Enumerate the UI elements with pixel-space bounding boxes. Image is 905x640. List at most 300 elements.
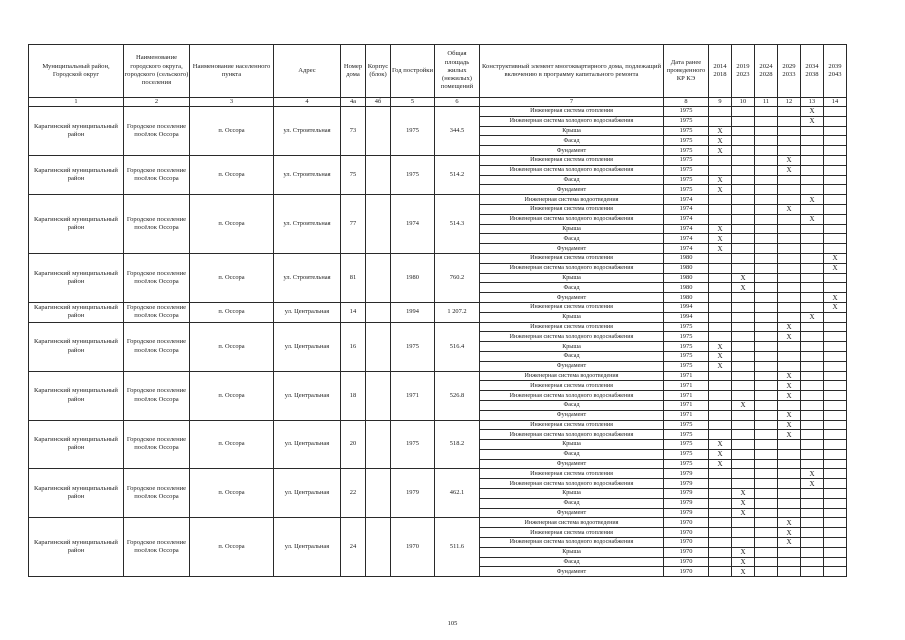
period-mark-cell — [778, 273, 801, 283]
period-mark-cell: X — [709, 440, 732, 450]
prior-repair-date-cell: 1975 — [664, 440, 709, 450]
area-cell: 1 207.2 — [435, 302, 480, 322]
period-mark-cell — [824, 567, 847, 577]
element-cell: Крыша — [480, 224, 664, 234]
period-mark-cell — [709, 263, 732, 273]
element-cell: Инженерная система водоотведения — [480, 518, 664, 528]
area-cell: 511.6 — [435, 518, 480, 577]
column-number: 11 — [755, 98, 778, 107]
period-mark-cell — [824, 126, 847, 136]
period-mark-cell — [778, 175, 801, 185]
element-cell: Инженерная система холодного водоснабжения — [480, 214, 664, 224]
element-cell: Инженерная система отопления — [480, 381, 664, 391]
period-mark-cell — [732, 312, 755, 322]
period-mark-cell — [709, 381, 732, 391]
period-mark-cell — [801, 302, 824, 312]
header-cell: Наименование городского округа, городского (сельского) поселения — [124, 45, 190, 98]
period-mark-cell — [709, 557, 732, 567]
repair-program-table — [28, 44, 847, 577]
period-mark-cell — [732, 195, 755, 205]
header-cell: 2034 2038 — [801, 45, 824, 98]
prior-repair-date-cell: 1975 — [664, 430, 709, 440]
prior-repair-date-cell: 1970 — [664, 547, 709, 557]
table-row — [29, 322, 847, 332]
column-number: 4 — [274, 98, 341, 107]
address-cell: ул. Строительная — [274, 107, 341, 156]
period-mark-cell: X — [778, 165, 801, 175]
period-mark-cell: X — [778, 410, 801, 420]
element-cell: Инженерная система холодного водоснабжения — [480, 165, 664, 175]
header-cell: Дата ранее проведенного КР КЭ — [664, 45, 709, 98]
period-mark-cell — [778, 479, 801, 489]
address-cell: ул. Центральная — [274, 518, 341, 577]
settlement-cell: Городское поселение посёлок Оссора — [124, 518, 190, 577]
period-mark-cell: X — [732, 283, 755, 293]
period-mark-cell — [824, 107, 847, 117]
element-cell: Инженерная система холодного водоснабжения — [480, 391, 664, 401]
period-mark-cell — [755, 244, 778, 254]
period-mark-cell — [824, 214, 847, 224]
prior-repair-date-cell: 1975 — [664, 351, 709, 361]
period-mark-cell — [709, 400, 732, 410]
period-mark-cell — [778, 107, 801, 117]
period-mark-cell — [824, 381, 847, 391]
period-mark-cell — [778, 195, 801, 205]
period-mark-cell — [709, 508, 732, 518]
house-number-cell: 16 — [341, 322, 366, 371]
prior-repair-date-cell: 1970 — [664, 557, 709, 567]
period-mark-cell — [801, 498, 824, 508]
period-mark-cell — [709, 547, 732, 557]
period-mark-cell — [778, 302, 801, 312]
period-mark-cell — [755, 391, 778, 401]
column-number: 8 — [664, 98, 709, 107]
period-mark-cell — [755, 547, 778, 557]
settlement-cell: Городское поселение посёлок Оссора — [124, 195, 190, 254]
column-number: 4б — [366, 98, 391, 107]
period-mark-cell — [801, 361, 824, 371]
period-mark-cell — [824, 146, 847, 156]
locality-cell: п. Оссора — [190, 155, 274, 194]
period-mark-cell — [778, 146, 801, 156]
prior-repair-date-cell: 1975 — [664, 459, 709, 469]
period-mark-cell — [824, 185, 847, 195]
element-cell: Крыша — [480, 126, 664, 136]
prior-repair-date-cell: 1970 — [664, 518, 709, 528]
period-mark-cell — [778, 547, 801, 557]
element-cell: Инженерная система холодного водоснабжения — [480, 332, 664, 342]
period-mark-cell — [732, 175, 755, 185]
period-mark-cell — [755, 146, 778, 156]
repair-program-sheet — [28, 44, 847, 577]
period-mark-cell — [755, 440, 778, 450]
column-number: 12 — [778, 98, 801, 107]
column-number: 7 — [480, 98, 664, 107]
prior-repair-date-cell: 1971 — [664, 391, 709, 401]
prior-repair-date-cell: 1971 — [664, 381, 709, 391]
settlement-cell: Городское поселение посёлок Оссора — [124, 253, 190, 302]
period-mark-cell — [801, 263, 824, 273]
period-mark-cell — [801, 351, 824, 361]
period-mark-cell — [801, 528, 824, 538]
period-mark-cell — [801, 234, 824, 244]
locality-cell: п. Оссора — [190, 322, 274, 371]
period-mark-cell — [801, 204, 824, 214]
period-mark-cell — [824, 557, 847, 567]
address-cell: ул. Центральная — [274, 469, 341, 518]
period-mark-cell — [801, 440, 824, 450]
element-cell: Инженерная система отопления — [480, 155, 664, 165]
table-row — [29, 195, 847, 205]
prior-repair-date-cell: 1980 — [664, 273, 709, 283]
period-mark-cell — [824, 489, 847, 499]
build-year-cell: 1971 — [391, 371, 435, 420]
period-mark-cell — [755, 351, 778, 361]
period-mark-cell: X — [732, 557, 755, 567]
column-number: 9 — [709, 98, 732, 107]
period-mark-cell: X — [778, 518, 801, 528]
period-mark-cell — [778, 440, 801, 450]
period-mark-cell: X — [824, 263, 847, 273]
period-mark-cell — [709, 479, 732, 489]
period-mark-cell — [732, 420, 755, 430]
element-cell: Фасад — [480, 449, 664, 459]
prior-repair-date-cell: 1979 — [664, 498, 709, 508]
prior-repair-date-cell: 1975 — [664, 322, 709, 332]
element-cell: Инженерная система отопления — [480, 528, 664, 538]
period-mark-cell: X — [709, 234, 732, 244]
period-mark-cell — [778, 342, 801, 352]
build-year-cell: 1979 — [391, 469, 435, 518]
element-cell: Фундамент — [480, 410, 664, 420]
period-mark-cell — [801, 332, 824, 342]
period-mark-cell — [732, 214, 755, 224]
element-cell: Инженерная система холодного водоснабжения — [480, 479, 664, 489]
period-mark-cell: X — [709, 244, 732, 254]
prior-repair-date-cell: 1970 — [664, 538, 709, 548]
period-mark-cell — [824, 116, 847, 126]
header-cell: Конструктивный элемент многоквартирного дома, подлежащий включению в программу капитального ремонта — [480, 45, 664, 98]
header-cell: 2029 2033 — [778, 45, 801, 98]
period-mark-cell — [778, 136, 801, 146]
municipality-cell: Карагинский муниципальный район — [29, 371, 124, 420]
prior-repair-date-cell: 1975 — [664, 185, 709, 195]
prior-repair-date-cell: 1979 — [664, 479, 709, 489]
period-mark-cell: X — [801, 214, 824, 224]
period-mark-cell — [709, 273, 732, 283]
period-mark-cell — [755, 459, 778, 469]
element-cell: Инженерная система водоотведения — [480, 195, 664, 205]
period-mark-cell: X — [824, 293, 847, 303]
period-mark-cell — [732, 234, 755, 244]
period-mark-cell — [755, 165, 778, 175]
period-mark-cell — [801, 547, 824, 557]
settlement-cell: Городское поселение посёлок Оссора — [124, 322, 190, 371]
period-mark-cell — [732, 322, 755, 332]
period-mark-cell — [755, 234, 778, 244]
period-mark-cell — [824, 430, 847, 440]
period-mark-cell — [801, 155, 824, 165]
period-mark-cell: X — [732, 489, 755, 499]
period-mark-cell — [824, 420, 847, 430]
municipality-cell: Карагинский муниципальный район — [29, 253, 124, 302]
period-mark-cell — [732, 146, 755, 156]
period-mark-cell — [755, 175, 778, 185]
build-year-cell: 1975 — [391, 155, 435, 194]
house-number-cell: 22 — [341, 469, 366, 518]
table-row — [29, 371, 847, 381]
period-mark-cell — [732, 391, 755, 401]
period-mark-cell — [801, 449, 824, 459]
period-mark-cell — [755, 518, 778, 528]
prior-repair-date-cell: 1975 — [664, 175, 709, 185]
municipality-cell: Карагинский муниципальный район — [29, 302, 124, 322]
table-row — [29, 420, 847, 430]
element-cell: Крыша — [480, 312, 664, 322]
period-mark-cell — [755, 538, 778, 548]
period-mark-cell — [709, 165, 732, 175]
period-mark-cell: X — [824, 302, 847, 312]
table-row — [29, 253, 847, 263]
house-number-cell: 73 — [341, 107, 366, 156]
build-year-cell: 1994 — [391, 302, 435, 322]
header-cell: 2014 2018 — [709, 45, 732, 98]
period-mark-cell — [801, 342, 824, 352]
element-cell: Инженерная система отопления — [480, 420, 664, 430]
period-mark-cell — [755, 155, 778, 165]
period-mark-cell — [778, 449, 801, 459]
build-year-cell: 1970 — [391, 518, 435, 577]
period-mark-cell — [801, 430, 824, 440]
period-mark-cell: X — [709, 136, 732, 146]
period-mark-cell — [709, 204, 732, 214]
period-mark-cell — [709, 498, 732, 508]
period-mark-cell — [824, 273, 847, 283]
period-mark-cell — [801, 273, 824, 283]
prior-repair-date-cell: 1979 — [664, 489, 709, 499]
period-mark-cell — [778, 557, 801, 567]
period-mark-cell — [778, 263, 801, 273]
prior-repair-date-cell: 1975 — [664, 136, 709, 146]
period-mark-cell: X — [709, 361, 732, 371]
period-mark-cell — [755, 195, 778, 205]
prior-repair-date-cell: 1975 — [664, 146, 709, 156]
period-mark-cell — [824, 440, 847, 450]
period-mark-cell — [824, 175, 847, 185]
house-number-cell: 81 — [341, 253, 366, 302]
period-mark-cell — [709, 528, 732, 538]
period-mark-cell — [755, 214, 778, 224]
period-mark-cell: X — [801, 469, 824, 479]
period-mark-cell — [778, 116, 801, 126]
element-cell: Инженерная система отопления — [480, 204, 664, 214]
municipality-cell: Карагинский муниципальный район — [29, 195, 124, 254]
period-mark-cell — [755, 312, 778, 322]
area-cell: 526.8 — [435, 371, 480, 420]
period-mark-cell — [732, 332, 755, 342]
column-number: 13 — [801, 98, 824, 107]
table-row — [29, 518, 847, 528]
period-mark-cell — [732, 351, 755, 361]
period-mark-cell — [824, 283, 847, 293]
address-cell: ул. Центральная — [274, 322, 341, 371]
element-cell: Фасад — [480, 175, 664, 185]
period-mark-cell — [778, 253, 801, 263]
element-cell: Крыша — [480, 440, 664, 450]
area-cell: 514.2 — [435, 155, 480, 194]
period-mark-cell — [755, 204, 778, 214]
municipality-cell: Карагинский муниципальный район — [29, 155, 124, 194]
period-mark-cell — [732, 518, 755, 528]
period-mark-cell — [824, 224, 847, 234]
build-year-cell: 1975 — [391, 107, 435, 156]
prior-repair-date-cell: 1974 — [664, 195, 709, 205]
period-mark-cell — [755, 126, 778, 136]
municipality-cell: Карагинский муниципальный район — [29, 322, 124, 371]
period-mark-cell — [709, 283, 732, 293]
header-cell: Адрес — [274, 45, 341, 98]
header-row — [29, 45, 847, 98]
municipality-cell: Карагинский муниципальный район — [29, 420, 124, 469]
locality-cell: п. Оссора — [190, 420, 274, 469]
period-mark-cell — [778, 469, 801, 479]
build-year-cell: 1975 — [391, 322, 435, 371]
period-mark-cell — [778, 214, 801, 224]
period-mark-cell — [709, 469, 732, 479]
period-mark-cell — [709, 489, 732, 499]
element-cell: Инженерная система отопления — [480, 322, 664, 332]
period-mark-cell — [732, 410, 755, 420]
period-mark-cell — [801, 136, 824, 146]
element-cell: Инженерная система холодного водоснабжения — [480, 263, 664, 273]
period-mark-cell — [824, 244, 847, 254]
area-cell: 516.4 — [435, 322, 480, 371]
period-mark-cell — [801, 381, 824, 391]
header-cell: Наименование населенного пункта — [190, 45, 274, 98]
period-mark-cell — [778, 361, 801, 371]
period-mark-cell — [755, 371, 778, 381]
period-mark-cell — [732, 253, 755, 263]
element-cell: Инженерная система отопления — [480, 302, 664, 312]
settlement-cell: Городское поселение посёлок Оссора — [124, 371, 190, 420]
period-mark-cell — [755, 361, 778, 371]
period-mark-cell — [824, 410, 847, 420]
period-mark-cell — [755, 410, 778, 420]
period-mark-cell — [709, 391, 732, 401]
prior-repair-date-cell: 1975 — [664, 126, 709, 136]
period-mark-cell — [755, 400, 778, 410]
period-mark-cell — [732, 185, 755, 195]
period-mark-cell — [732, 381, 755, 391]
prior-repair-date-cell: 1974 — [664, 204, 709, 214]
area-cell: 518.2 — [435, 420, 480, 469]
period-mark-cell — [755, 283, 778, 293]
period-mark-cell — [755, 567, 778, 577]
period-mark-cell: X — [801, 107, 824, 117]
period-mark-cell — [709, 518, 732, 528]
period-mark-cell — [778, 508, 801, 518]
period-mark-cell — [755, 273, 778, 283]
element-cell: Фасад — [480, 136, 664, 146]
element-cell: Фасад — [480, 283, 664, 293]
period-mark-cell — [732, 449, 755, 459]
element-cell: Фундамент — [480, 185, 664, 195]
period-mark-cell: X — [801, 479, 824, 489]
prior-repair-date-cell: 1974 — [664, 244, 709, 254]
period-mark-cell: X — [801, 312, 824, 322]
period-mark-cell — [801, 538, 824, 548]
period-mark-cell — [778, 567, 801, 577]
period-mark-cell — [801, 224, 824, 234]
period-mark-cell — [801, 244, 824, 254]
period-mark-cell — [778, 224, 801, 234]
period-mark-cell — [801, 253, 824, 263]
element-cell: Фундамент — [480, 508, 664, 518]
table-row — [29, 107, 847, 117]
period-mark-cell — [824, 528, 847, 538]
build-year-cell: 1974 — [391, 195, 435, 254]
period-mark-cell — [824, 322, 847, 332]
period-mark-cell — [709, 538, 732, 548]
address-cell: ул. Центральная — [274, 371, 341, 420]
element-cell: Инженерная система отопления — [480, 107, 664, 117]
house-number-cell: 18 — [341, 371, 366, 420]
period-mark-cell — [709, 430, 732, 440]
column-number: 6 — [435, 98, 480, 107]
locality-cell: п. Оссора — [190, 469, 274, 518]
period-mark-cell — [709, 116, 732, 126]
block-cell — [366, 195, 391, 254]
area-cell: 514.3 — [435, 195, 480, 254]
page-number: 105 — [447, 620, 458, 627]
period-mark-cell — [801, 518, 824, 528]
period-mark-cell — [801, 146, 824, 156]
period-mark-cell: X — [778, 391, 801, 401]
period-mark-cell — [732, 430, 755, 440]
period-mark-cell: X — [732, 498, 755, 508]
header-cell: Номер дома — [341, 45, 366, 98]
period-mark-cell — [801, 400, 824, 410]
element-cell: Фундамент — [480, 244, 664, 254]
period-mark-cell — [824, 195, 847, 205]
prior-repair-date-cell: 1979 — [664, 469, 709, 479]
prior-repair-date-cell: 1975 — [664, 332, 709, 342]
period-mark-cell — [824, 371, 847, 381]
prior-repair-date-cell: 1994 — [664, 302, 709, 312]
period-mark-cell — [824, 498, 847, 508]
period-mark-cell — [801, 165, 824, 175]
element-cell: Фундамент — [480, 567, 664, 577]
period-mark-cell — [824, 165, 847, 175]
period-mark-cell — [709, 293, 732, 303]
period-mark-cell — [755, 498, 778, 508]
period-mark-cell — [801, 391, 824, 401]
period-mark-cell: X — [709, 459, 732, 469]
municipality-cell: Карагинский муниципальный район — [29, 107, 124, 156]
period-mark-cell — [732, 107, 755, 117]
period-mark-cell: X — [732, 508, 755, 518]
column-number: 4а — [341, 98, 366, 107]
settlement-cell: Городское поселение посёлок Оссора — [124, 469, 190, 518]
period-mark-cell — [778, 312, 801, 322]
prior-repair-date-cell: 1970 — [664, 567, 709, 577]
period-mark-cell — [732, 165, 755, 175]
period-mark-cell — [801, 567, 824, 577]
period-mark-cell — [801, 420, 824, 430]
locality-cell: п. Оссора — [190, 107, 274, 156]
period-mark-cell: X — [801, 116, 824, 126]
element-cell: Инженерная система водоотведения — [480, 371, 664, 381]
